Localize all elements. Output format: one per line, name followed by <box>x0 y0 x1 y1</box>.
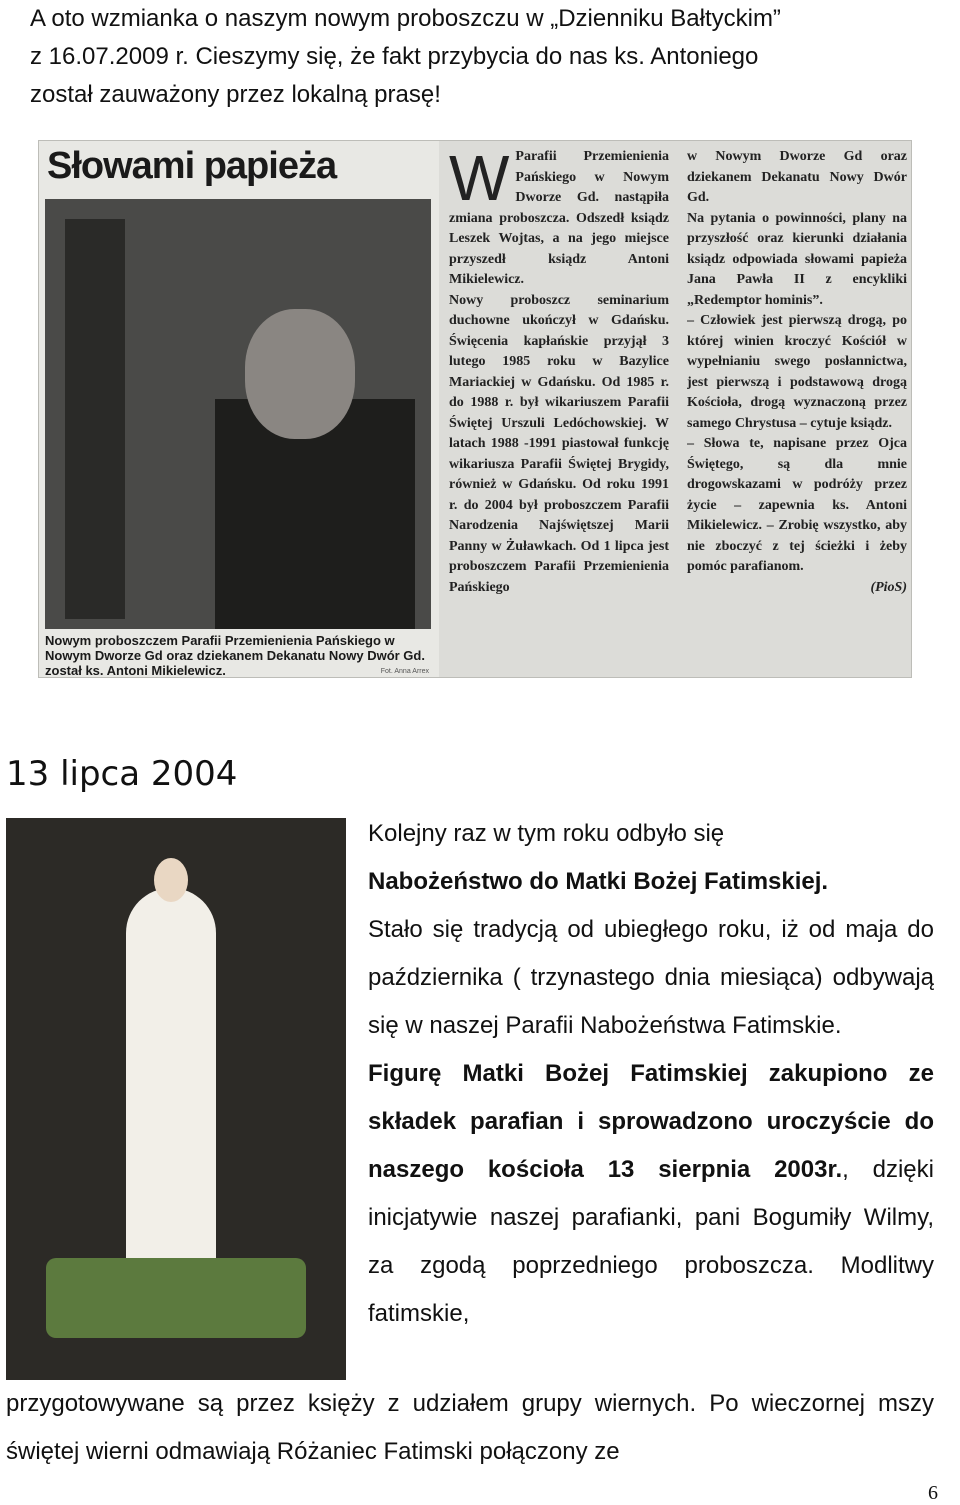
intro-paragraph <box>30 0 930 114</box>
intro-line-2: z 16.07.2009 r. Cieszymy się, że fakt przybycia do nas ks. Antoniego <box>30 43 759 70</box>
clipping-paragraph: Nowy proboszcz seminarium duchowne ukończył w Gdańsku. Święcenia kapłańskie przyjął 3 lutego 1985 roku w Bazylice Mariackiej w Gdańsku. Od 1985 r. do 1988 r. był wikariuszem Parafii Świętej Urszuli Ledóchowskiej. W latach 1988 -1991 piastował funkcję wikariusza Parafii Świętej Brygidy, również w Gdańsku. Od roku 1991 r. do 2004 był proboszczem Parafii Narodzenia Najświętszej Marii Panny w Żuławkach. Od 1 lipca jest proboszczem Parafii Przemienienia Pańskiego <box>449 292 669 595</box>
photo-credit: Fot. Anna Arrex <box>380 668 429 675</box>
statue-robe <box>126 888 216 1288</box>
clipping-signature: (PioS) <box>870 579 907 595</box>
priest-photo <box>45 199 431 629</box>
page-number: 6 <box>928 1482 938 1504</box>
flower-base <box>46 1258 306 1338</box>
body-bold: Figurę Matki Bożej Fatimskiej zakupiono ze składek parafian i sprowadzono uroczyście do naszego kościoła 13 sierpnia 2003r. <box>368 1060 934 1183</box>
body-line: Kolejny raz w tym roku odbyło się <box>368 820 725 847</box>
section-date-heading: 13 lipca 2004 <box>6 754 238 794</box>
clipping-column-1 <box>449 147 669 671</box>
body-paragraph: Stało się tradycją od ubiegłego roku, iż od maja do października ( trzynastego dnia miesiąca) odbywają się w naszej Parafii Nabożeństwa Fatimskie. <box>368 916 934 1039</box>
clipping-photo-panel <box>39 141 439 677</box>
church-interior-detail <box>65 219 125 619</box>
clipping-paragraph: Parafii Przemienienia Pańskiego w Nowym Dworze Gd. nastąpiła zmiana proboszcza. Odszedł ksiądz Leszek Wojtas, a na jego miejsce przyszedł ksiądz Antoni Mikielewicz. <box>449 149 669 287</box>
fatima-statue-photo <box>6 818 346 1380</box>
clipping-headline: Słowami papieża <box>47 145 337 187</box>
clipping-paragraph: – Człowiek jest pierwszą drogą, po której winien kroczyć Kościół w wypełnianiu swego posłannictwa, jest pierwszą i podstawową drogą Kościoła, drogą wyznaczoną przez samego Chrystusa – cytuje ksiądz. <box>687 313 907 431</box>
clipping-paragraph: w Nowym Dworze Gd oraz dziekanem Dekanatu Nowy Dwór Gd. <box>687 149 907 205</box>
dropcap: W <box>449 147 510 214</box>
body-text: , dzięki inicjatywie naszej parafianki, pani Bogumiły Wilmy, za zgodą poprzedniego proboszcza. Modlitwy fatimskie, <box>368 1156 934 1327</box>
intro-line-3: został zauważony przez lokalną prasę! <box>30 81 441 108</box>
clipping-paragraph: Na pytania o powinności, plany na przyszłość oraz kierunki działania ksiądz odpowiada słowami papieża Jana Pawła II z encykliki „Redemptor hominis”. <box>687 210 907 308</box>
statue-face <box>154 858 188 902</box>
section-body-right <box>368 810 934 1338</box>
section-body-bottom <box>6 1380 934 1476</box>
clipping-column-2 <box>687 147 907 671</box>
photo-caption: Nowym proboszczem Parafii Przemienienia Pańskiego w Nowym Dworze Gd oraz dziekanem Dekanatu Nowy Dwór Gd. został ks. Antoni Mikielewicz. <box>45 633 425 678</box>
intro-line-1: A oto wzmianka o naszym nowym proboszczu w „Dzienniku Bałtyckim” <box>30 5 781 32</box>
newspaper-clipping <box>38 140 912 678</box>
body-paragraph: przygotowywane są przez księży z udziałem grupy wiernych. Po wieczornej mszy świętej wierni odmawiają Różaniec Fatimski połączony ze <box>6 1390 934 1465</box>
body-bold: Nabożeństwo do Matki Bożej Fatimskiej. <box>368 868 829 895</box>
clipping-paragraph: – Słowa te, napisane przez Ojca Świętego, są dla mnie drogowskazami w podróży przez życie – zapewnia ks. Antoni Mikielewicz. – Zrobię wszystko, aby nie zboczyć z tej ścieżki i żeby pomóc parafianom. <box>687 436 907 574</box>
priest-face <box>245 309 355 439</box>
